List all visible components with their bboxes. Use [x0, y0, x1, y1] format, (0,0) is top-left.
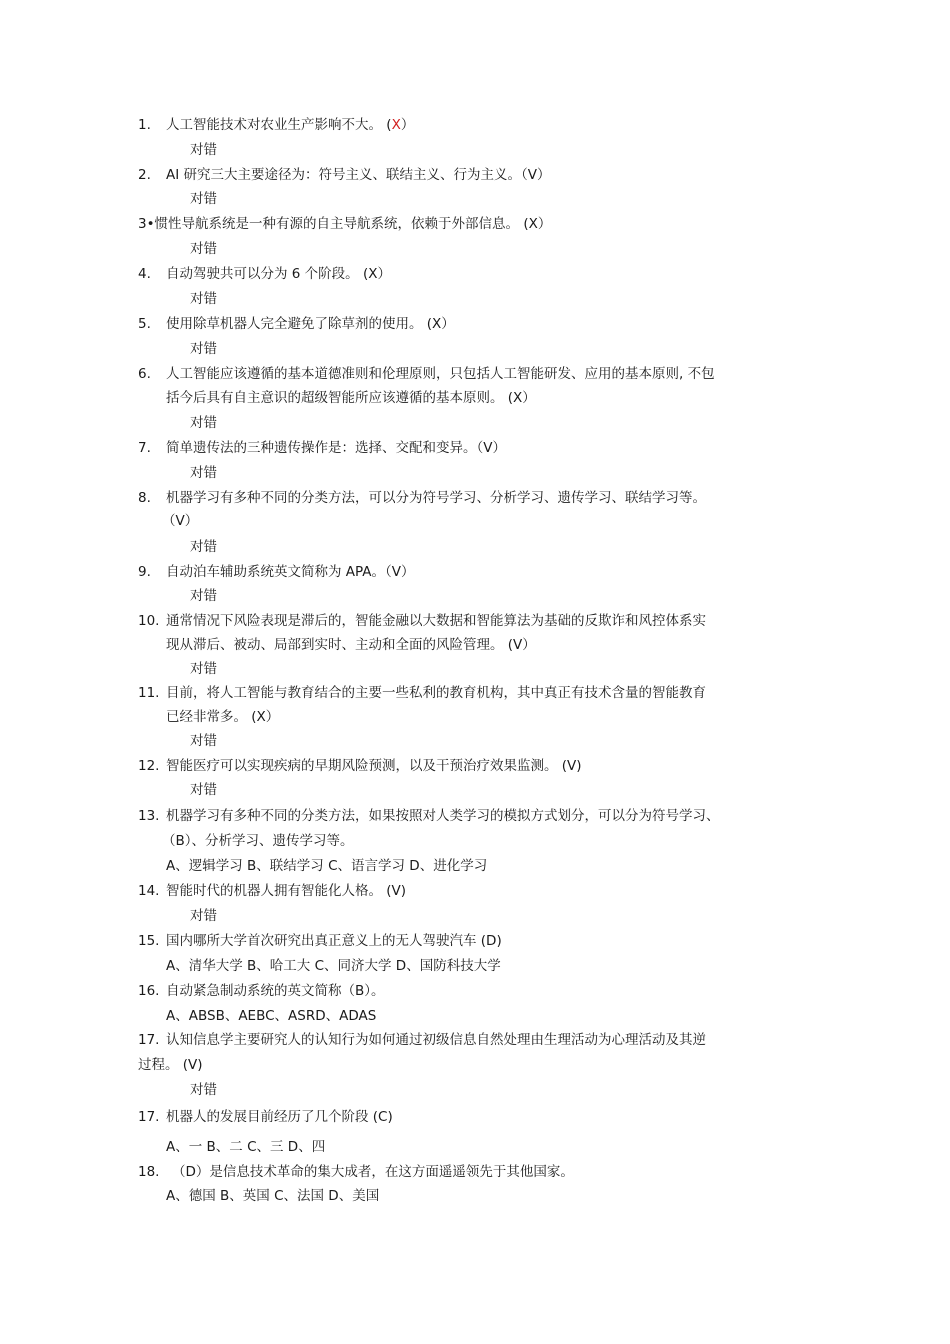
question-number: 17. — [138, 1109, 160, 1125]
question-text-line-2: （B）、分析学习、遗传学习等。 — [162, 833, 354, 849]
question-text: 智能医疗可以实现疾病的早期风险预测，以及干预治疗效果监测。 (V) — [166, 758, 582, 774]
question-number: 5. — [138, 316, 151, 332]
question-options: A、清华大学 B、哈工大 C、同济大学 D、国防科技大学 — [166, 958, 501, 974]
question-number: 18. — [138, 1164, 160, 1180]
true-false-label: 对错 — [190, 539, 217, 555]
question-text: 自动驾驶共可以分为 6 个阶段。 (X） — [166, 266, 391, 282]
question-number: 1. — [138, 117, 151, 133]
question-text-line-2: 现从滞后、被动、局部到实时、主动和全面的风险管理。 (V） — [166, 637, 536, 653]
question-text: 使用除草机器人完全避免了除草剂的使用。 (X） — [166, 316, 455, 332]
question-text: 人工智能技术对农业生产影响不大。 (X） — [166, 117, 415, 133]
question-number: 13. — [138, 808, 160, 824]
question-text-line-1: 机器学习有多种不同的分类方法，如果按照对人类学习的模拟方式划分，可以分为符号学习、 — [166, 808, 720, 824]
true-false-label: 对错 — [190, 1082, 217, 1098]
true-false-label: 对错 — [190, 465, 217, 481]
question-text-line-2: 过程。 (V) — [138, 1057, 203, 1073]
question-text: 3•惯性导航系统是一种有源的自主导航系统，依赖于外部信息。 (X） — [138, 216, 552, 232]
question-options: A、逻辑学习 B、联结学习 C、语言学习 D、进化学习 — [166, 858, 488, 874]
question-text-line-2: （V） — [162, 513, 199, 529]
question-number: 11. — [138, 685, 160, 701]
true-false-label: 对错 — [190, 661, 217, 677]
true-false-label: 对错 — [190, 191, 217, 207]
question-number: 12. — [138, 758, 160, 774]
question-options: A、一 B、二 C、三 D、四 — [166, 1139, 326, 1155]
question-options: A、德国 B、英国 C、法国 D、美国 — [166, 1188, 380, 1204]
question-number: 9. — [138, 564, 151, 580]
question-text-line-1: 人工智能应该遵循的基本道德准则和伦理原则，只包括人工智能研发、应用的基本原则, 不包 — [166, 366, 715, 382]
question-number: 4. — [138, 266, 151, 282]
question-text-line-1: 通常情况下风险表现是滞后的，智能金融以大数据和智能算法为基础的反欺诈和风控体系实 — [166, 613, 706, 629]
true-false-label: 对错 — [190, 908, 217, 924]
true-false-label: 对错 — [190, 733, 217, 749]
question-text-line-2: 括今后具有自主意识的超级智能所应该遵循的基本原则。 (X） — [166, 390, 536, 406]
question-text: 简单遗传法的三种遗传操作是：选择、交配和变异。（V） — [166, 440, 506, 456]
question-text-line-1: 目前，将人工智能与教育结合的主要一些私利的教育机构，其中真正有技术含量的智能教育 — [166, 685, 706, 701]
question-number: 8. — [138, 490, 151, 506]
question-text: 国内哪所大学首次研究出真正意义上的无人驾驶汽车 (D) — [166, 933, 502, 949]
question-options: A、ABSB、AEBC、ASRD、ADAS — [166, 1008, 377, 1024]
question-text: 机器人的发展目前经历了几个阶段 (C) — [166, 1109, 393, 1125]
question-number: 7. — [138, 440, 151, 456]
question-text-line-1: 认知信息学主要研究人的认知行为如何通过初级信息自然处理由生理活动为心理活动及其逆 — [166, 1032, 706, 1048]
question-text: AI 研究三大主要途径为：符号主义、联结主义、行为主义。（V） — [166, 167, 551, 183]
true-false-label: 对错 — [190, 415, 217, 431]
question-text: 智能时代的机器人拥有智能化人格。 (V) — [166, 883, 407, 899]
question-number: 15. — [138, 933, 160, 949]
question-text-line-1: 机器学习有多种不同的分类方法，可以分为符号学习、分析学习、遗传学习、联结学习等。 — [166, 490, 706, 506]
true-false-label: 对错 — [190, 291, 217, 307]
question-number: 2. — [138, 167, 151, 183]
question-text: 自动泊车辅助系统英文简称为 APA。（V） — [166, 564, 415, 580]
true-false-label: 对错 — [190, 142, 217, 158]
true-false-label: 对错 — [190, 241, 217, 257]
question-number: 17. — [138, 1032, 160, 1048]
question-number: 10. — [138, 613, 160, 629]
question-text: （D）是信息技术革命的集大成者，在这方面遥遥领先于其他国家。 — [172, 1164, 574, 1180]
question-number: 14. — [138, 883, 160, 899]
question-text: 自动紧急制动系统的英文简称（B）。 — [166, 983, 385, 999]
question-number: 6. — [138, 366, 151, 382]
question-number: 16. — [138, 983, 160, 999]
true-false-label: 对错 — [190, 341, 217, 357]
true-false-label: 对错 — [190, 782, 217, 798]
question-text-line-2: 已经非常多。 (X） — [166, 709, 280, 725]
true-false-label: 对错 — [190, 588, 217, 604]
answer-mark: X — [391, 117, 401, 133]
